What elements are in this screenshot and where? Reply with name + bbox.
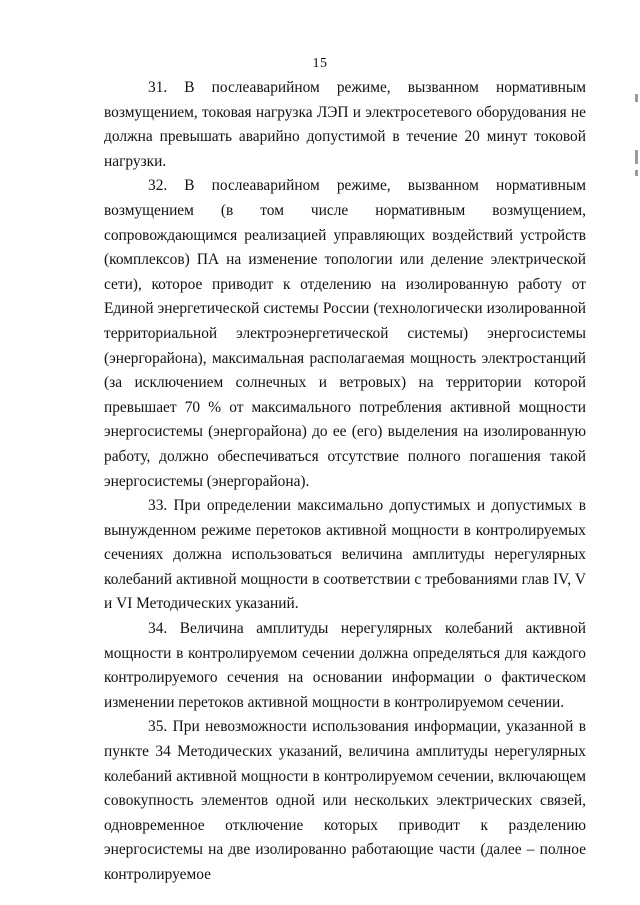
paragraph-35: 35. При невозможности использования информации, указанной в пункте 34 Методических указаний, величина амплитуды нерегулярных колебаний активной мощности в контролируемом сечении, включающем совокупность элементов одной или нескольких электрических связей, одновременное отключение которых приводит к разделению энергосистемы на две изолированно работающие части (далее – полное контролируемое <box>104 718 586 883</box>
paragraph-34: 34. Величина амплитуды нерегулярных колебаний активной мощности в контролируемом сечении должна определяться для каждого контролируемого сечения на основании информации о фактическом изменении перетоков активной мощности в контролируемом сечении. <box>104 620 586 711</box>
paragraph-32: 32. В послеаварийном режиме, вызванном нормативным возмущением (в том числе нормативным возмущением, сопровождающимся реализацией управляющих воздействий устройств (комплексов) ПА на изменение топологии или деление электрической сети), которое приводит к отделению на изолированную работу от Единой энергетической системы России (технологически изолированной территориальной электроэнергетической системы) энергосистемы (энергорайона), максимальная располагаемая мощность электростанций (за исключением солнечных и ветровых) на территории которой превышает 70 % от максимального потребления активной мощности энергосистемы (энергорайона) до ее (его) выделения на изолированную работу, должно обеспечиваться отсутствие полного погашения такой энергосистемы (энергорайона). <box>104 177 586 490</box>
paragraph-33: 33. При определении максимально допустимых и допустимых в вынужденном режиме перетоков активной мощности в контролируемых сечениях должна использоваться величина амплитуды нерегулярных колебаний активной мощности в соответствии с требованиями глав IV, V и VI Методических указаний. <box>104 497 586 613</box>
scan-edge-mark <box>635 150 638 164</box>
scan-edge-mark <box>635 170 638 176</box>
page-number: 15 <box>312 56 328 71</box>
scan-edge-mark <box>635 94 638 102</box>
document-body <box>104 76 586 888</box>
paragraph-31: 31. В послеаварийном режиме, вызванном нормативным возмущением, токовая нагрузка ЛЭП и электросетевого оборудования не должна превышать аварийно допустимой в течение 20 минут токовой нагрузки. <box>104 79 586 170</box>
